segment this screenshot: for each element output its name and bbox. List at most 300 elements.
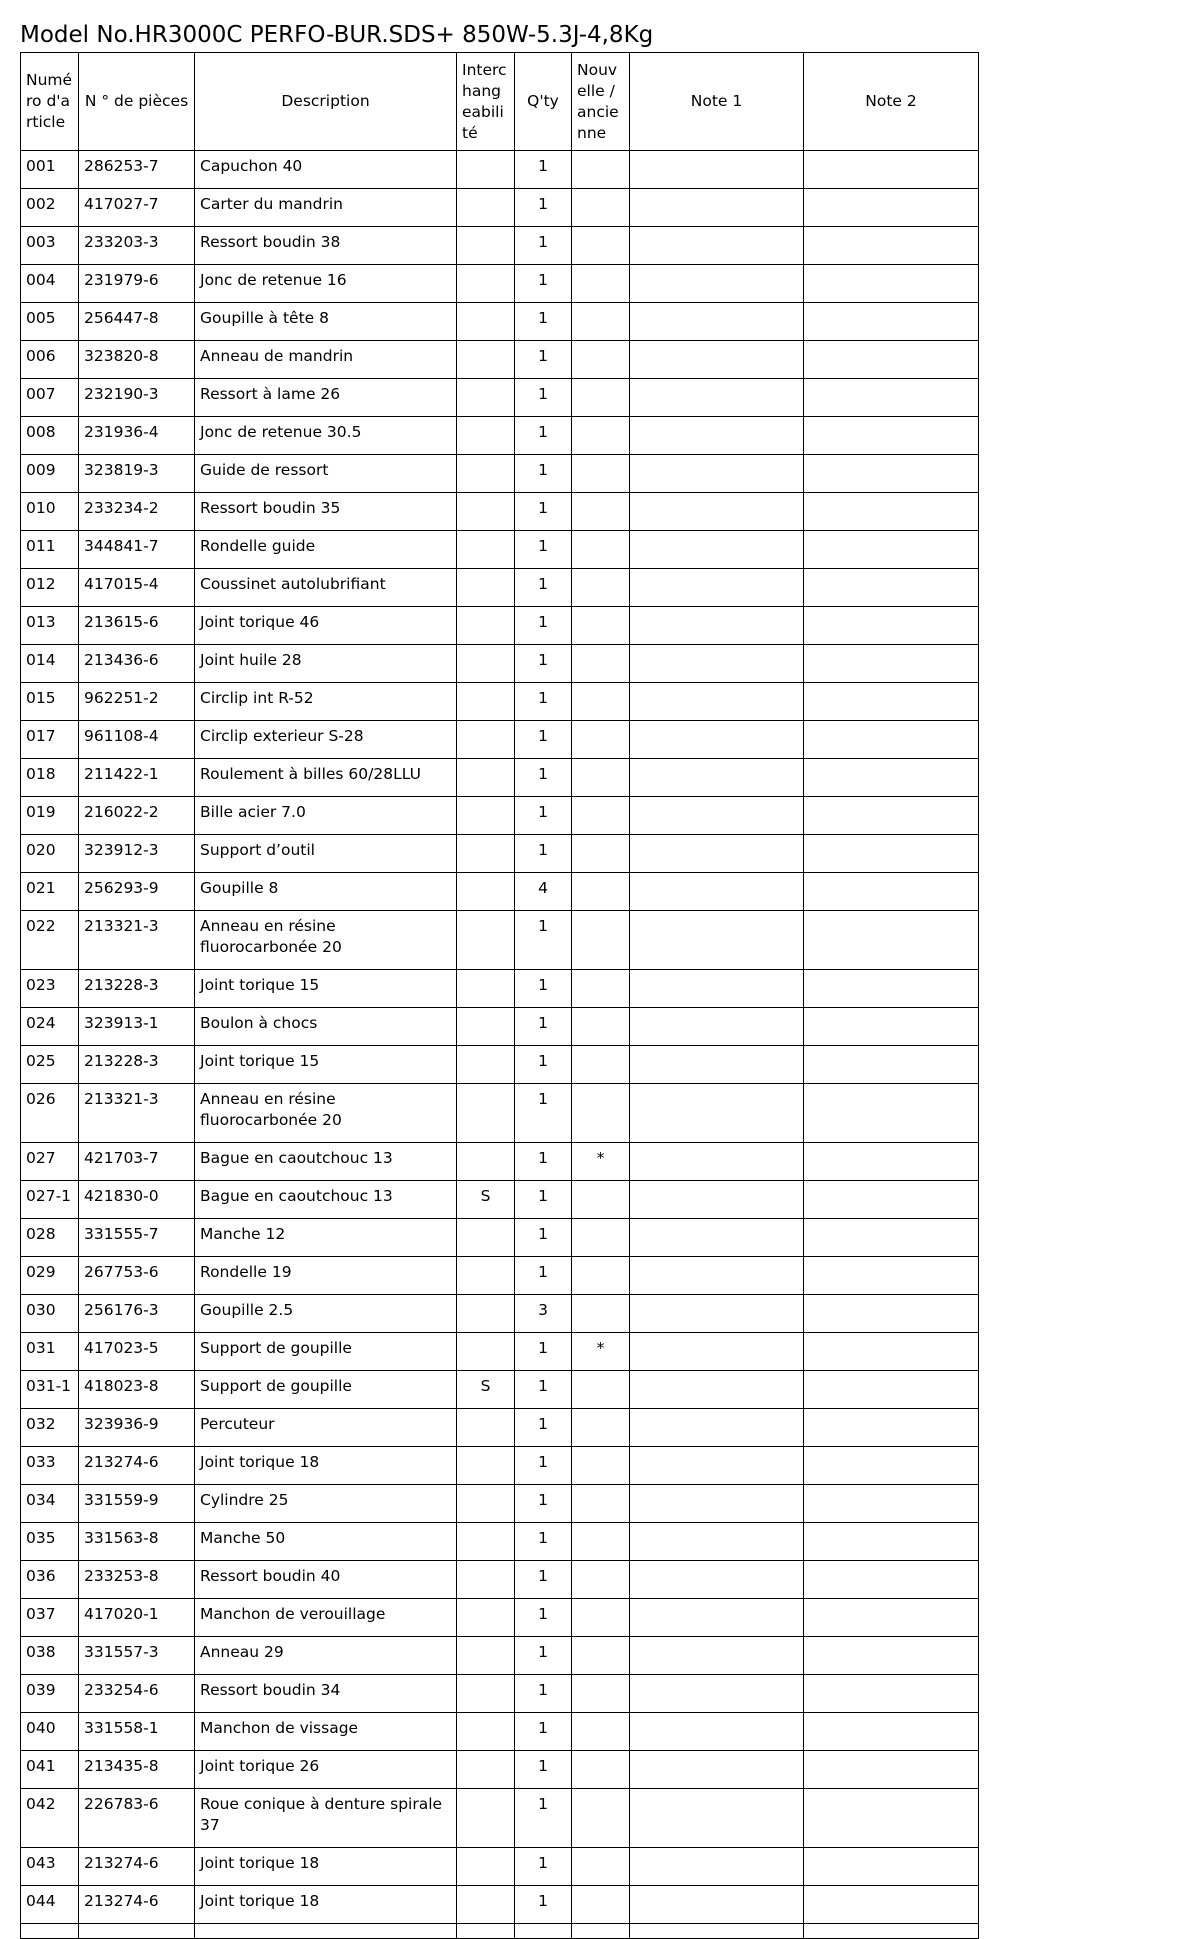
table-row — [21, 417, 979, 455]
cell-new-old — [572, 1219, 630, 1257]
cell-qty: 1 — [515, 1485, 572, 1523]
cell-interchange — [457, 683, 515, 721]
cell-qty: 1 — [515, 1371, 572, 1409]
cell-new-old — [572, 303, 630, 341]
cell-note1 — [630, 1257, 804, 1295]
cell-note1 — [630, 455, 804, 493]
cell-note2 — [804, 721, 979, 759]
cell-description: Ressort boudin 40 — [195, 1561, 457, 1599]
cell-qty: 1 — [515, 569, 572, 607]
cell-numero: 009 — [21, 455, 79, 493]
cell-note1 — [630, 227, 804, 265]
cell-interchange — [457, 1295, 515, 1333]
cell-interchange — [457, 265, 515, 303]
cell-qty: 1 — [515, 1561, 572, 1599]
table-row — [21, 873, 979, 911]
cell-note1 — [630, 303, 804, 341]
cell-interchange — [457, 1257, 515, 1295]
table-row — [21, 1561, 979, 1599]
cell-interchange — [457, 1751, 515, 1789]
table-row — [21, 835, 979, 873]
cell-interchange — [457, 227, 515, 265]
cell-note1 — [630, 379, 804, 417]
table-row — [21, 455, 979, 493]
cell-new-old — [572, 1675, 630, 1713]
cell-interchange — [457, 911, 515, 970]
cell-qty: 1 — [515, 1637, 572, 1675]
cell-interchange — [457, 1333, 515, 1371]
cell-description: Anneau en résine fluorocarbonée 20 — [195, 911, 457, 970]
cell-new-old — [572, 1848, 630, 1886]
cell-part-number: 417027-7 — [79, 189, 195, 227]
cell-note1 — [630, 1675, 804, 1713]
cell-note2 — [804, 797, 979, 835]
cell-description: Bague en caoutchouc 13 — [195, 1181, 457, 1219]
cell-part-number: 213615-6 — [79, 607, 195, 645]
cell-part-number: 211422-1 — [79, 759, 195, 797]
cell-new-old — [572, 341, 630, 379]
cell-part-number: 418023-8 — [79, 1371, 195, 1409]
cell-note1 — [630, 1409, 804, 1447]
cell-numero: 027-1 — [21, 1181, 79, 1219]
cell-description: Boulon à chocs — [195, 1008, 457, 1046]
cell-description: Joint huile 28 — [195, 645, 457, 683]
cell-note2 — [804, 379, 979, 417]
cell-note2 — [804, 1409, 979, 1447]
cell-description: Ressort boudin 34 — [195, 1675, 457, 1713]
cell-numero: 042 — [21, 1789, 79, 1848]
cell-note2 — [804, 1219, 979, 1257]
parts-table-body — [21, 151, 979, 1939]
cell-interchange — [457, 1675, 515, 1713]
cell-description: Joint torique 15 — [195, 970, 457, 1008]
cell-new-old — [572, 1046, 630, 1084]
cell-new-old — [572, 1409, 630, 1447]
cell-qty: 1 — [515, 493, 572, 531]
cell-part-number: 213321-3 — [79, 1084, 195, 1143]
cell-part-number: 331558-1 — [79, 1713, 195, 1751]
cell-interchange — [457, 1637, 515, 1675]
cell-description: Manchon de vissage — [195, 1713, 457, 1751]
cell-note2 — [804, 1848, 979, 1886]
cell-new-old: * — [572, 1143, 630, 1181]
cell-interchange — [457, 569, 515, 607]
cell-new-old — [572, 970, 630, 1008]
cell-new-old — [572, 607, 630, 645]
cell-interchange — [457, 970, 515, 1008]
cell-part-number: 256293-9 — [79, 873, 195, 911]
cell-numero: 022 — [21, 911, 79, 970]
cell-part-number: 216022-2 — [79, 797, 195, 835]
cell-description: Manche 50 — [195, 1523, 457, 1561]
cell-description: Rondelle guide — [195, 531, 457, 569]
cell-note1 — [630, 1713, 804, 1751]
cell-description: Circlip int R-52 — [195, 683, 457, 721]
cell-interchange — [457, 455, 515, 493]
cell-part-number: 213436-6 — [79, 645, 195, 683]
cell-note2 — [804, 1371, 979, 1409]
cell-new-old — [572, 1084, 630, 1143]
cell-numero: 017 — [21, 721, 79, 759]
cell-qty: 4 — [515, 873, 572, 911]
cell-note1 — [630, 189, 804, 227]
parts-table-header — [21, 53, 979, 151]
cell-qty: 1 — [515, 1789, 572, 1848]
cell-new-old — [572, 645, 630, 683]
cell-note1 — [630, 911, 804, 970]
table-row — [21, 1523, 979, 1561]
cell-interchange — [457, 1008, 515, 1046]
cell-new-old — [572, 1485, 630, 1523]
cell-part-number: 331555-7 — [79, 1219, 195, 1257]
cell-numero: 032 — [21, 1409, 79, 1447]
cell-interchange — [457, 189, 515, 227]
cell-description: Goupille 8 — [195, 873, 457, 911]
cell-new-old — [572, 1523, 630, 1561]
cell-qty: 1 — [515, 1008, 572, 1046]
cell-note1 — [630, 1008, 804, 1046]
table-row — [21, 1219, 979, 1257]
cell-part-number: 331557-3 — [79, 1637, 195, 1675]
cell-numero: 040 — [21, 1713, 79, 1751]
cell-part-number: 233203-3 — [79, 227, 195, 265]
cell-description: Manchon de verouillage — [195, 1599, 457, 1637]
cell-qty: 1 — [515, 303, 572, 341]
cell-new-old — [572, 759, 630, 797]
cell-note2 — [804, 1295, 979, 1333]
cell-new-old — [572, 873, 630, 911]
table-row — [21, 1046, 979, 1084]
cell-new-old — [572, 1637, 630, 1675]
table-row — [21, 1409, 979, 1447]
cell-part-number: 323912-3 — [79, 835, 195, 873]
cell-new-old — [572, 911, 630, 970]
cell-description: Bille acier 7.0 — [195, 797, 457, 835]
cell-note1 — [630, 759, 804, 797]
cell-numero: 026 — [21, 1084, 79, 1143]
cell-interchange — [457, 835, 515, 873]
cell-numero: 021 — [21, 873, 79, 911]
table-row — [21, 1848, 979, 1886]
cell-qty: 1 — [515, 1523, 572, 1561]
cell-part-number: 213274-6 — [79, 1447, 195, 1485]
cell-qty: 1 — [515, 1143, 572, 1181]
cell-numero: 027 — [21, 1143, 79, 1181]
cell-numero: 012 — [21, 569, 79, 607]
cell-description: Anneau 29 — [195, 1637, 457, 1675]
header-description: Description — [195, 53, 457, 151]
cell-numero: 028 — [21, 1219, 79, 1257]
cell-note1 — [630, 493, 804, 531]
cell-interchange — [457, 759, 515, 797]
cell-qty: 1 — [515, 189, 572, 227]
cell-description: Rondelle 19 — [195, 1257, 457, 1295]
cell-interchange: S — [457, 1371, 515, 1409]
cell-description: Support d’outil — [195, 835, 457, 873]
cell-numero: 037 — [21, 1599, 79, 1637]
table-row — [21, 1257, 979, 1295]
table-row — [21, 797, 979, 835]
cell-new-old: * — [572, 1333, 630, 1371]
table-row — [21, 1371, 979, 1409]
table-row — [21, 1789, 979, 1848]
cell-qty: 1 — [515, 607, 572, 645]
cell-qty: 1 — [515, 1046, 572, 1084]
cell-part-number: 213274-6 — [79, 1886, 195, 1924]
table-row — [21, 1084, 979, 1143]
cell-numero: 031-1 — [21, 1371, 79, 1409]
cell-note1 — [630, 151, 804, 189]
parts-table — [20, 52, 979, 1939]
cell-part-number: 213435-8 — [79, 1751, 195, 1789]
cell-new-old — [572, 531, 630, 569]
cell-description: Bague en caoutchouc 13 — [195, 1143, 457, 1181]
table-row — [21, 493, 979, 531]
cell-note2 — [804, 417, 979, 455]
empty-cell — [457, 1924, 515, 1939]
cell-part-number: 421830-0 — [79, 1181, 195, 1219]
cell-numero: 020 — [21, 835, 79, 873]
cell-part-number: 231979-6 — [79, 265, 195, 303]
cell-interchange — [457, 531, 515, 569]
cell-description: Manche 12 — [195, 1219, 457, 1257]
cell-qty: 1 — [515, 721, 572, 759]
cell-description: Ressort boudin 35 — [195, 493, 457, 531]
cell-description: Capuchon 40 — [195, 151, 457, 189]
cell-note1 — [630, 1295, 804, 1333]
cell-qty: 1 — [515, 227, 572, 265]
cell-note1 — [630, 645, 804, 683]
table-row — [21, 379, 979, 417]
header-qty: Q'ty — [515, 53, 572, 151]
cell-description: Joint torique 46 — [195, 607, 457, 645]
cell-note2 — [804, 1257, 979, 1295]
cell-numero: 033 — [21, 1447, 79, 1485]
cell-part-number: 286253-7 — [79, 151, 195, 189]
cell-qty: 1 — [515, 1333, 572, 1371]
cell-note2 — [804, 151, 979, 189]
cell-numero: 001 — [21, 151, 79, 189]
cell-part-number: 323936-9 — [79, 1409, 195, 1447]
cell-interchange — [457, 1789, 515, 1848]
cell-interchange — [457, 721, 515, 759]
cell-interchange — [457, 645, 515, 683]
cell-numero: 004 — [21, 265, 79, 303]
cell-part-number: 256447-8 — [79, 303, 195, 341]
table-row — [21, 683, 979, 721]
cell-interchange — [457, 341, 515, 379]
cell-description: Goupille à tête 8 — [195, 303, 457, 341]
cell-qty: 1 — [515, 1599, 572, 1637]
cell-interchange — [457, 1523, 515, 1561]
table-row — [21, 970, 979, 1008]
cell-note1 — [630, 1447, 804, 1485]
cell-note1 — [630, 1848, 804, 1886]
cell-interchange — [457, 1143, 515, 1181]
cell-note2 — [804, 1333, 979, 1371]
cell-new-old — [572, 797, 630, 835]
cell-part-number: 421703-7 — [79, 1143, 195, 1181]
cell-interchange — [457, 1561, 515, 1599]
cell-numero: 044 — [21, 1886, 79, 1924]
cell-description: Anneau en résine fluorocarbonée 20 — [195, 1084, 457, 1143]
cell-new-old — [572, 1886, 630, 1924]
header-interchange: Interchangeabilité — [457, 53, 515, 151]
table-row — [21, 721, 979, 759]
cell-description: Percuteur — [195, 1409, 457, 1447]
cell-note1 — [630, 835, 804, 873]
cell-description: Joint torique 18 — [195, 1848, 457, 1886]
table-row — [21, 1143, 979, 1181]
cell-qty: 1 — [515, 683, 572, 721]
cell-numero: 029 — [21, 1257, 79, 1295]
cell-numero: 041 — [21, 1751, 79, 1789]
cell-numero: 013 — [21, 607, 79, 645]
cell-numero: 015 — [21, 683, 79, 721]
cell-part-number: 233253-8 — [79, 1561, 195, 1599]
cell-description: Joint torique 26 — [195, 1751, 457, 1789]
table-row — [21, 227, 979, 265]
cell-note2 — [804, 569, 979, 607]
cell-note2 — [804, 1751, 979, 1789]
cell-description: Carter du mandrin — [195, 189, 457, 227]
cell-new-old — [572, 835, 630, 873]
cell-numero: 010 — [21, 493, 79, 531]
cell-note1 — [630, 1084, 804, 1143]
table-row — [21, 911, 979, 970]
cell-note2 — [804, 1599, 979, 1637]
cell-part-number: 256176-3 — [79, 1295, 195, 1333]
cell-description: Goupille 2.5 — [195, 1295, 457, 1333]
cell-description: Joint torique 18 — [195, 1447, 457, 1485]
cell-note1 — [630, 1561, 804, 1599]
cell-part-number: 323820-8 — [79, 341, 195, 379]
cell-note2 — [804, 1143, 979, 1181]
cell-new-old — [572, 379, 630, 417]
cell-interchange — [457, 303, 515, 341]
cell-new-old — [572, 1257, 630, 1295]
cell-note1 — [630, 265, 804, 303]
table-row — [21, 265, 979, 303]
header-row — [21, 53, 979, 151]
cell-interchange — [457, 1046, 515, 1084]
cell-note1 — [630, 1371, 804, 1409]
cell-description: Jonc de retenue 16 — [195, 265, 457, 303]
cell-numero: 003 — [21, 227, 79, 265]
cell-new-old — [572, 683, 630, 721]
table-row — [21, 1751, 979, 1789]
cell-interchange — [457, 151, 515, 189]
cell-interchange — [457, 493, 515, 531]
table-row — [21, 341, 979, 379]
empty-cell — [515, 1924, 572, 1939]
cell-note1 — [630, 683, 804, 721]
empty-cell — [630, 1924, 804, 1939]
cell-new-old — [572, 1371, 630, 1409]
table-row — [21, 1295, 979, 1333]
cell-note1 — [630, 873, 804, 911]
table-row — [21, 1008, 979, 1046]
cell-new-old — [572, 1447, 630, 1485]
cell-new-old — [572, 151, 630, 189]
cell-numero: 034 — [21, 1485, 79, 1523]
cell-interchange — [457, 1219, 515, 1257]
table-row — [21, 1447, 979, 1485]
cell-interchange — [457, 1886, 515, 1924]
table-row-partial — [21, 1924, 979, 1939]
cell-interchange: S — [457, 1181, 515, 1219]
cell-part-number: 213274-6 — [79, 1848, 195, 1886]
header-note1: Note 1 — [630, 53, 804, 151]
table-row — [21, 1637, 979, 1675]
cell-note1 — [630, 1751, 804, 1789]
cell-note2 — [804, 1485, 979, 1523]
cell-qty: 1 — [515, 1257, 572, 1295]
cell-note2 — [804, 1789, 979, 1848]
cell-note1 — [630, 531, 804, 569]
cell-part-number: 233234-2 — [79, 493, 195, 531]
table-row — [21, 1333, 979, 1371]
cell-interchange — [457, 1599, 515, 1637]
cell-part-number: 267753-6 — [79, 1257, 195, 1295]
cell-qty: 1 — [515, 151, 572, 189]
cell-description: Roue conique à denture spirale 37 — [195, 1789, 457, 1848]
cell-numero: 031 — [21, 1333, 79, 1371]
cell-qty: 3 — [515, 1295, 572, 1333]
cell-note1 — [630, 970, 804, 1008]
cell-part-number: 331559-9 — [79, 1485, 195, 1523]
cell-qty: 1 — [515, 417, 572, 455]
cell-note2 — [804, 1675, 979, 1713]
cell-note2 — [804, 970, 979, 1008]
cell-note1 — [630, 417, 804, 455]
cell-new-old — [572, 417, 630, 455]
cell-qty: 1 — [515, 759, 572, 797]
cell-note2 — [804, 1886, 979, 1924]
cell-qty: 1 — [515, 341, 572, 379]
cell-description: Ressort boudin 38 — [195, 227, 457, 265]
header-numero: Numéro d'article — [21, 53, 79, 151]
cell-part-number: 417020-1 — [79, 1599, 195, 1637]
cell-new-old — [572, 455, 630, 493]
cell-note2 — [804, 227, 979, 265]
cell-note1 — [630, 1886, 804, 1924]
cell-note2 — [804, 1523, 979, 1561]
cell-new-old — [572, 1713, 630, 1751]
cell-new-old — [572, 569, 630, 607]
cell-qty: 1 — [515, 1886, 572, 1924]
cell-qty: 1 — [515, 1181, 572, 1219]
cell-description: Support de goupille — [195, 1333, 457, 1371]
header-pieces: N ° de pièces — [79, 53, 195, 151]
cell-note2 — [804, 341, 979, 379]
cell-part-number: 213228-3 — [79, 970, 195, 1008]
cell-note2 — [804, 531, 979, 569]
cell-numero: 008 — [21, 417, 79, 455]
cell-description: Circlip exterieur S-28 — [195, 721, 457, 759]
cell-new-old — [572, 1008, 630, 1046]
cell-new-old — [572, 1599, 630, 1637]
cell-interchange — [457, 1713, 515, 1751]
cell-interchange — [457, 1084, 515, 1143]
cell-qty: 1 — [515, 1713, 572, 1751]
cell-note2 — [804, 1713, 979, 1751]
cell-note2 — [804, 1561, 979, 1599]
cell-part-number: 331563-8 — [79, 1523, 195, 1561]
cell-interchange — [457, 379, 515, 417]
cell-description: Roulement à billes 60/28LLU — [195, 759, 457, 797]
cell-new-old — [572, 227, 630, 265]
